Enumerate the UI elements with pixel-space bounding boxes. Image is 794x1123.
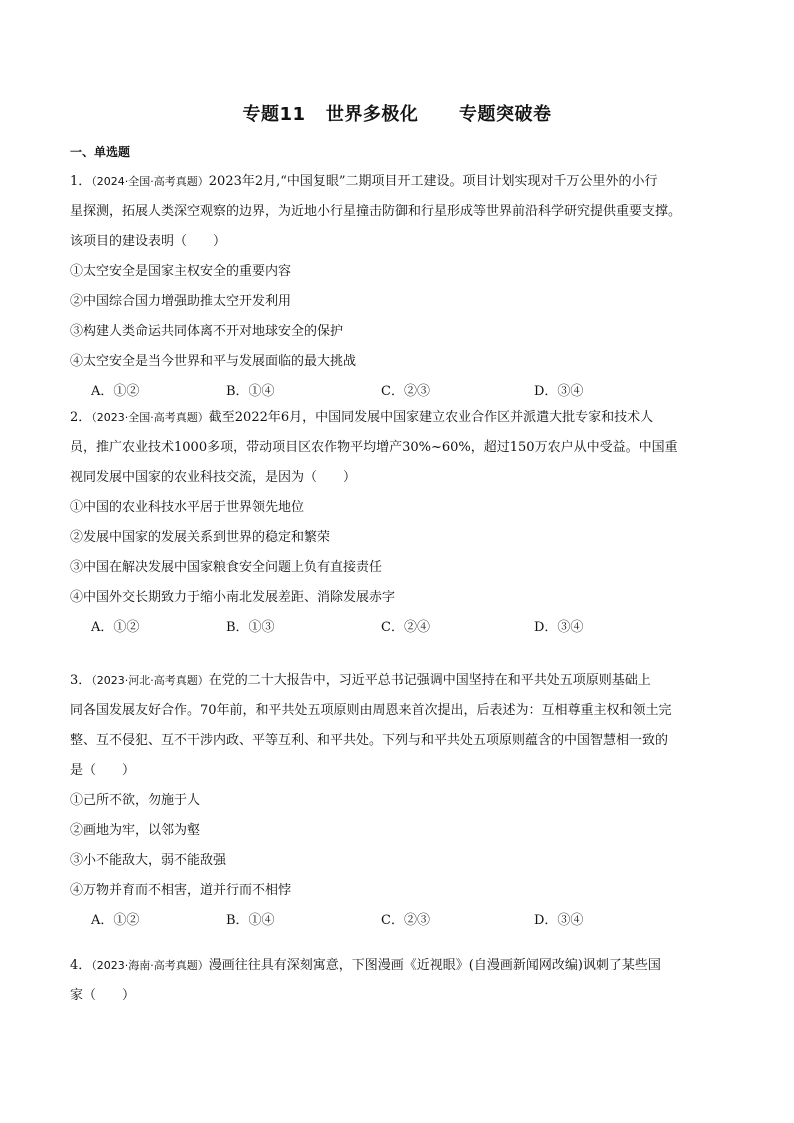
question-number: 3． — [70, 673, 92, 688]
answer-choices — [70, 613, 760, 643]
question-text-line: 该项目的建设表明（ ） — [70, 234, 227, 249]
question-text-line: 星探测，拓展人类深空观察的边界，为近地小行星撞击防御和行星形成等世界前沿科学研究提供重要支撑。 — [70, 204, 682, 219]
question-text-line: 2023年2月,“中国复眼”二期项目开工建设。项目计划实现对千万公里外的小行 — [208, 174, 658, 189]
question-source: （2023·全国·高考真题） — [91, 411, 209, 424]
question-text-line: 整、互不侵犯、互不干涉内政、平等互利、和平共处。下列与和平共处五项原则蕴含的中国智慧相一致的 — [70, 733, 669, 748]
statement-1: ①己所不欲，勿施于人 — [70, 793, 201, 808]
statement-2: ②画地为牢，以邻为壑 — [70, 823, 201, 838]
title-subtitle: 专题突破卷 — [458, 104, 552, 125]
choice-a[interactable]: A．①② — [91, 620, 140, 635]
question-text-line: 漫画往往具有深刻寓意，下图漫画《近视眼》(自漫画新闻网改编)讽刺了某些国 — [208, 958, 661, 973]
question-number: 2． — [70, 410, 92, 425]
statement-3: ③小不能敌大，弱不能敌强 — [70, 853, 227, 868]
choice-b[interactable]: B．①③ — [226, 620, 275, 635]
question-3 — [70, 666, 760, 936]
question-number: 1． — [70, 174, 92, 189]
question-text-line: 视同发展中国家的农业科技交流，是因为（ ） — [70, 470, 357, 485]
statement-1: ①中国的农业科技水平居于世界领先地位 — [70, 500, 305, 515]
choice-b[interactable]: B．①④ — [226, 913, 275, 928]
question-4 — [70, 951, 760, 1011]
choice-b[interactable]: B．①④ — [226, 384, 275, 399]
page-title — [0, 101, 794, 129]
statement-2: ②中国综合国力增强助推太空开发利用 — [70, 294, 292, 309]
choice-c[interactable]: C．②③ — [381, 913, 430, 928]
statement-3: ③中国在解决发展中国家粮食安全问题上负有直接责任 — [70, 560, 383, 575]
question-stem — [70, 666, 760, 696]
question-stem — [70, 403, 760, 433]
question-stem — [70, 951, 760, 981]
choice-c[interactable]: C．②④ — [381, 620, 430, 635]
question-source: （2023·海南·高考真题） — [91, 959, 209, 972]
question-stem — [70, 167, 760, 197]
statement-4: ④万物并育而不相害，道并行而不相悖 — [70, 883, 292, 898]
question-number: 4． — [70, 958, 92, 973]
question-1 — [70, 167, 760, 407]
title-topic-name: 世界多极化 — [325, 104, 419, 125]
choice-a[interactable]: A．①② — [91, 913, 140, 928]
question-text-line: 家（ ） — [70, 988, 136, 1003]
question-source: （2024·全国·高考真题） — [91, 175, 209, 188]
question-text-line: 员，推广农业技术1000多项，带动项目区农作物平均增产30%~60%，超过150万农户从中受益。中国重 — [70, 440, 678, 455]
statement-2: ②发展中国家的发展关系到世界的稳定和繁荣 — [70, 530, 331, 545]
statement-1: ①太空安全是国家主权安全的重要内容 — [70, 264, 292, 279]
question-text-line: 同各国发展友好合作。70年前，和平共处五项原则由周恩来首次提出，后表述为：互相尊重主权和领土完 — [70, 703, 672, 718]
choice-c[interactable]: C．②③ — [381, 384, 430, 399]
answer-choices — [70, 906, 760, 936]
choice-d[interactable]: D．③④ — [534, 913, 584, 928]
question-text-line: 在党的二十大报告中，习近平总书记强调中国坚持在和平共处五项原则基础上 — [208, 673, 651, 688]
question-source: （2023·河北·高考真题） — [91, 674, 209, 687]
statement-3: ③构建人类命运共同体离不开对地球安全的保护 — [70, 324, 344, 339]
question-text-line: 是（ ） — [70, 763, 136, 778]
statement-4: ④太空安全是当今世界和平与发展面临的最大挑战 — [70, 354, 357, 369]
question-2 — [70, 403, 760, 643]
choice-d[interactable]: D．③④ — [534, 384, 584, 399]
question-text-line: 截至2022年6月，中国同发展中国家建立农业合作区并派遣大批专家和技术人 — [208, 410, 654, 425]
choice-a[interactable]: A．①② — [91, 384, 140, 399]
title-topic-number: 专题11 — [242, 104, 306, 125]
section-heading: 一、单选题 — [70, 145, 131, 159]
statement-4: ④中国外交长期致力于缩小南北发展差距、消除发展赤字 — [70, 590, 396, 605]
choice-d[interactable]: D．③④ — [534, 620, 584, 635]
